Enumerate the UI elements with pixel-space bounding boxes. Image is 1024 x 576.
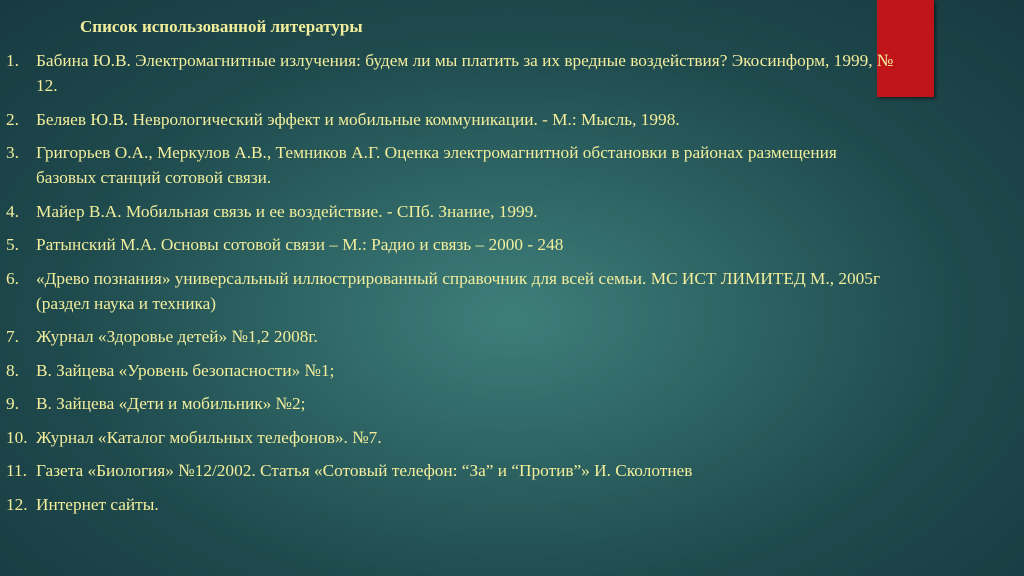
reference-text: «Древо познания» универсальный иллюстрированный справочник для всей семьи. МС ИСТ ЛИМИТЕД М., 2005г (раздел наука и техника) [36,268,881,313]
slide-title: Список использованной литературы [80,17,363,36]
reference-text: Беляев Ю.В. Неврологический эффект и мобильные коммуникации. - М.: Мысль, 1998. [36,109,680,129]
reference-list [0,48,900,525]
reference-item [0,199,900,224]
reference-item [0,324,900,349]
reference-number: 11. [6,461,27,480]
reference-item [0,107,900,132]
reference-number: 6. [6,268,19,288]
reference-text: Майер В.А. Мобильная связь и ее воздействие. - СПб. Знание, 1999. [36,201,538,221]
reference-item [0,492,900,517]
reference-number: 3. [6,143,19,162]
reference-item [0,458,900,483]
reference-item [0,358,900,383]
reference-text: Интернет сайты. [36,494,159,514]
reference-text: Газета «Биология» №12/2002. Статья «Сотовый телефон: “За” и “Против”» И. Сколотнев [36,461,693,480]
reference-number: 8. [6,360,19,380]
reference-item [0,232,900,257]
reference-number: 12. [6,494,28,514]
reference-text: Бабина Ю.В. Электромагнитные излучения: будем ли мы платить за их вредные воздействия? Экосинформ, 1999, № 12. [36,51,894,95]
reference-item [0,48,900,98]
reference-text: В. Зайцева «Дети и мобильник» №2; [36,394,306,413]
reference-number: 1. [6,51,19,70]
reference-item [0,266,900,316]
reference-item [0,425,900,450]
reference-number: 5. [6,235,19,254]
reference-text: Журнал «Здоровье детей» №1,2 2008г. [36,327,318,346]
reference-number: 7. [6,327,19,346]
reference-text: Журнал «Каталог мобильных телефонов». №7. [36,427,382,447]
reference-number: 10. [6,427,28,447]
reference-number: 4. [6,201,19,221]
reference-text: Ратынский М.А. Основы сотовой связи – М.: Радио и связь – 2000 - 248 [36,235,564,254]
reference-item [0,391,900,416]
reference-number: 2. [6,109,19,129]
reference-item [0,140,900,190]
reference-text: В. Зайцева «Уровень безопасности» №1; [36,360,335,380]
reference-number: 9. [6,394,19,413]
reference-text: Григорьев О.А., Меркулов А.В., Темников А.Г. Оценка электромагнитной обстановки в районах размещения базовых станций сотовой связи. [36,143,837,187]
